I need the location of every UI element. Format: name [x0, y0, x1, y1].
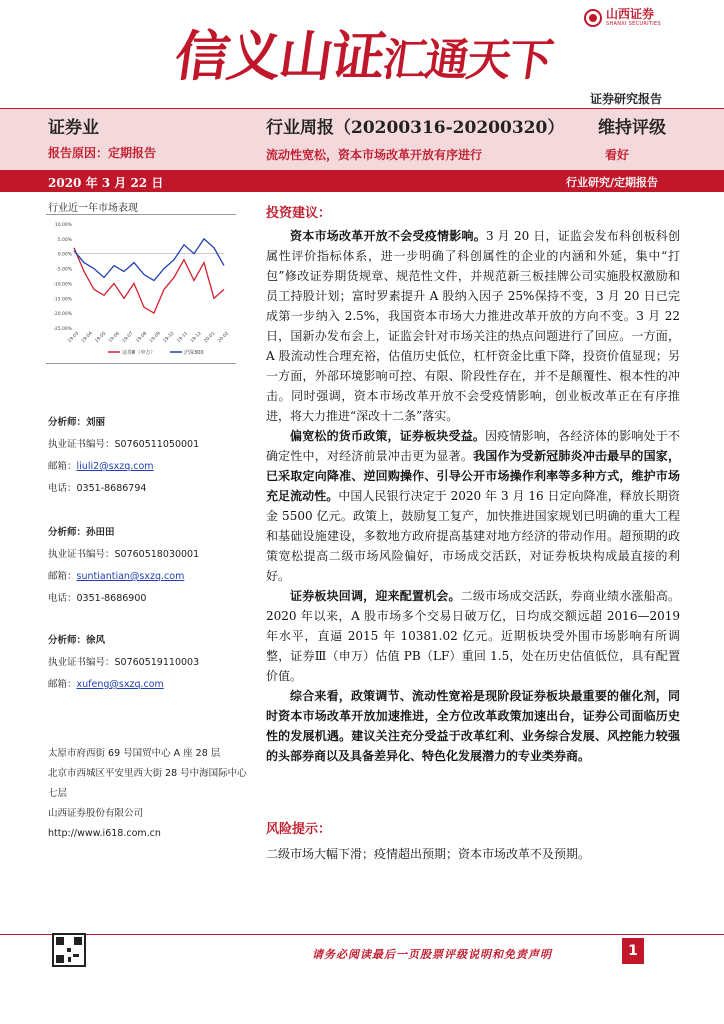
analyst-cert: S0760518030001: [114, 549, 200, 560]
x-tick-label: 19-09: [149, 331, 162, 345]
report-title: 行业周报（20200316-20200320）: [266, 118, 565, 138]
analyst-phone: 0351-8686794: [76, 483, 147, 494]
outlook: 看好: [605, 148, 630, 162]
y-tick-label: -15.00%: [53, 297, 72, 303]
risk-text: 二级市场大幅下滑；疫情超出预期；资本市场改革不及预期。: [266, 847, 591, 861]
analyst-3: 分析师：徐风 执业证书编号：S0760519110003 邮箱：xufeng@sxzq.com: [48, 635, 200, 690]
company-website-link[interactable]: http://www.i618.com.cn: [48, 828, 161, 839]
legend-label: 证券Ⅲ（申万）: [122, 350, 156, 356]
report-reason: 报告原因：定期报告: [48, 146, 157, 160]
x-tick-label: 19-12: [189, 331, 203, 345]
logo-icon: [584, 9, 602, 27]
y-tick-label: 5.00%: [57, 237, 72, 243]
slogan-banner: [171, 14, 558, 91]
analyst-cert: S0760519110003: [114, 657, 200, 668]
report-subtitle: 流动性宽松，资本市场改革开放有序进行: [266, 148, 483, 162]
industry-name: 证券业: [48, 118, 99, 138]
x-tick-label: 19-11: [176, 331, 190, 345]
market-performance-chart: [46, 216, 236, 362]
slogan-part1: 信义山证: [171, 24, 389, 88]
x-tick-label: 19-06: [108, 331, 121, 345]
slogan-part2: 汇通天下: [379, 35, 555, 86]
company-address: 太原市府西街 69 号国贸中心 A 座 28 层 北京市西城区平安里西大街 28 号中海国际中心七层 山西证券股份有限公司 http://www.i618.com.cn: [48, 744, 248, 844]
divider: [0, 108, 724, 109]
analyst-2: 分析师：孙田田 执业证书编号：S0760518030001 邮箱：suntiantian@sxzq.com 电话：0351-8686900: [48, 527, 200, 604]
analyst-email-link[interactable]: xufeng@sxzq.com: [76, 679, 164, 690]
chart-title: 行业近一年市场表现: [48, 203, 138, 214]
qr-code-icon: [52, 933, 86, 967]
logo-name: 山西证券: [606, 7, 655, 21]
footer-divider: [0, 934, 724, 935]
x-tick-label: 20-02: [217, 331, 231, 345]
y-tick-label: -10.00%: [53, 282, 72, 288]
x-tick-label: 20-01: [203, 331, 217, 345]
section-heading: 投资建议：: [266, 206, 332, 221]
x-tick-label: 19-10: [162, 331, 176, 345]
analyst-name: 刘丽: [86, 417, 106, 428]
page-number: 1: [622, 938, 644, 964]
legend-label: 沪深300: [184, 350, 204, 356]
x-tick-label: 19-04: [80, 331, 94, 345]
company-logo: [584, 8, 661, 27]
x-tick-label: 19-03: [67, 331, 81, 345]
analyst-email-link[interactable]: liuli2@sxzq.com: [76, 461, 154, 472]
analyst-name: 孙田田: [86, 527, 115, 538]
x-tick-label: 19-05: [94, 331, 108, 345]
x-tick-label: 19-08: [135, 331, 149, 345]
analyst-cert: S0760511050001: [114, 439, 200, 450]
risk-section: [266, 820, 680, 864]
y-tick-label: 0.00%: [57, 252, 72, 258]
series-line-industry: [74, 248, 224, 313]
rating: 维持评级: [598, 118, 666, 138]
investment-advice: 投资建议： 资本市场改革开放不会受疫情影响。3 月 20 日，证监会发布科创板科创属性评价指标体系，进一步明确了科创属性的企业的内涵和外延，集中“打包”修改证券期货规章、规范性文件，并规范新三板挂牌公司实施股权激励和员工持股计划；富时罗素提升 A 股纳入因子 25%保持不变，3 月 20 日已完成第一步纳入 2.5%，我国资本市场大力推进改革开放的方向不变。3 月 22 日，国新办发布会上，证监会针对市场关注的热点问题进行了回应。一方面，A 股流动性合理充裕，估值历史低位，杠杆资金比重下降，投资价值显现；另一方面，外部环境影响可控、有限、阶段性存在，并不是颠覆性、根本性的冲击。同时强调，资本市场改革开放不会受疫情影响，创业板改革正在有序推进，将大力推进“深改十二条”落实。 偏宽松的货币政策，证券板块受益。因疫情影响，各经济体的影响处于不确定性中，对经济前景冲击更为显著。我国作为受新冠肺炎冲击最早的国家，已采取定向降准、逆回购操作、引导公开市场操作利率等多种方式，维护市场充足流动性。中国人民银行决定于 2020 年 3 月 16 日定向降准，释放长期资金 5500 亿元。政策上，鼓励复工复产，加快推进国家规划已明确的重大工程和基础设施建设，多数地方政府提高基建对地方经济的带动作用。超预期的政策宽松提高二级市场风险偏好，市场成交活跃，对证券板块构成最直接的利好。 证券板块回调，迎来配置机会。二级市场成交活跃，券商业绩水涨船高。2020 年以来，A 股市场多个交易日破万亿，日均成交额远超 2016—2019 年水平，直逼 2015 年 10381.02 亿元。近期板块受外围市场影响有所调整，证券Ⅲ（申万）估值 PB（LF）重回 1.5，处在历史估值低位，具有配置价值。 综合来看，政策调节、流动性宽裕是现阶段证券板块最重要的催化剂，同时资本市场改革开放加速推进，全方位改革政策加速出台，证券公司面临历史性的发展机遇。建议关注充分受益于改革红利、业务综合发展、风控能力较强的头部券商以及具备差异化、特色化发展潜力的专业类券商。: [266, 206, 680, 763]
analyst-name: 徐风: [86, 635, 106, 646]
report-type: 证券研究报告: [590, 92, 663, 106]
y-tick-label: -25.00%: [53, 327, 72, 332]
series-line-index: [74, 239, 224, 281]
disclaimer: 请务必阅读最后一页股票评级说明和免责声明: [312, 948, 552, 961]
report-date: 2020 年 3 月 22 日: [48, 176, 164, 190]
y-tick-label: -20.00%: [53, 312, 72, 318]
y-tick-label: -5.00%: [56, 267, 72, 273]
report-category: 行业研究/定期报告: [566, 176, 659, 189]
analyst-1: 分析师：刘丽 执业证书编号：S0760511050001 邮箱：liuli2@sxzq.com 电话：0351-8686794: [48, 417, 200, 494]
x-tick-label: 19-07: [121, 331, 135, 345]
logo-english: SHANXI SECURITIES: [606, 21, 661, 27]
y-tick-label: 10.00%: [54, 223, 72, 228]
analyst-phone: 0351-8686900: [76, 593, 147, 604]
section-heading: 风险提示：: [266, 822, 332, 837]
analyst-email-link[interactable]: suntiantian@sxzq.com: [76, 571, 185, 582]
